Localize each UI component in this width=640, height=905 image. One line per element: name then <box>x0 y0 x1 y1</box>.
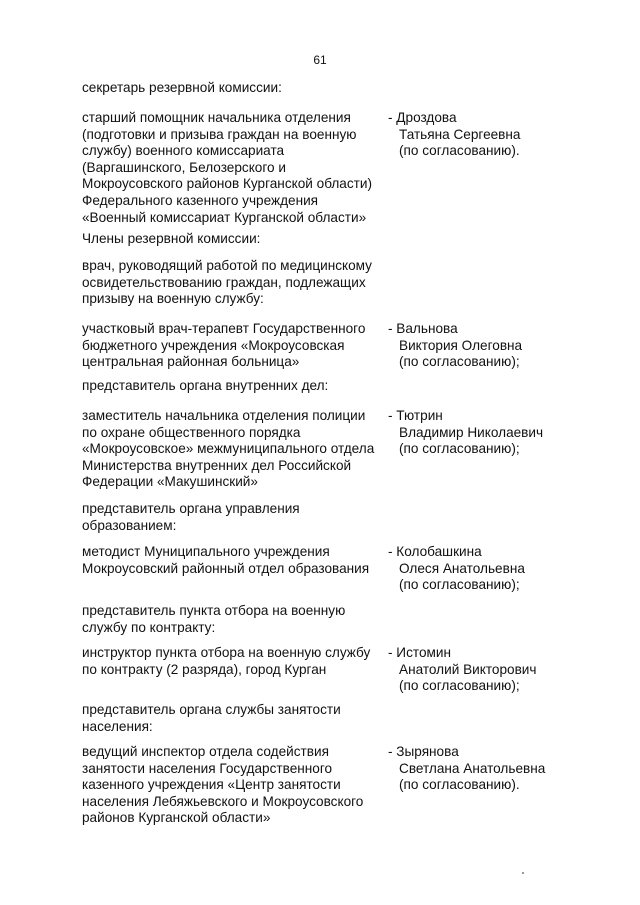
member-note: (по согласованию). <box>399 143 520 159</box>
member-person <box>388 645 558 695</box>
page-number: 61 <box>313 53 327 67</box>
member-surname: - Истомин <box>388 645 451 660</box>
member-note: (по согласованию); <box>399 441 520 457</box>
member-note: (по согласованию). <box>399 777 520 793</box>
member-surname: - Дроздова <box>388 110 457 125</box>
member-person <box>388 744 558 794</box>
section-heading-education: представитель органа управления образованием: <box>82 501 300 533</box>
member-given-names: Владимир Николаевич <box>399 424 544 440</box>
member-person <box>388 408 558 458</box>
section-heading-police: представитель органа внутренних дел: <box>82 378 329 393</box>
member-surname: - Вальнова <box>388 321 458 336</box>
member-position: методист Муниципального учреждения Мокроусовский районный отдел образования <box>82 544 370 576</box>
member-person <box>388 110 558 160</box>
section-heading-members: Члены резервной комиссии: <box>82 231 261 246</box>
member-given-names: Анатолий Викторович <box>399 661 537 677</box>
member-note: (по согласованию); <box>399 678 520 694</box>
member-position: заместитель начальника отделения полиции по охране общественного порядка «Мокроусовское» межмуниципального отдела Министерства внутренних дел Российской Федерации «Макушинский» <box>82 408 375 490</box>
member-surname: - Колобашкина <box>388 544 482 559</box>
scan-speck <box>522 872 524 874</box>
section-heading-contract-point: представитель пункта отбора на военную службу по контракту: <box>82 603 346 635</box>
section-heading-doctor: врач, руководящий работой по медицинскому освидетельствованию граждан, подлежащих призыву на военную службу: <box>82 258 372 307</box>
member-note: (по согласованию); <box>399 577 520 593</box>
member-position: старший помощник начальника отделения (подготовки и призыва граждан на военную службу) военного комиссариата (Варгашинского, Белозерского и Мокроусовского районов Курганской области) Федерального казенного учреждения «Военный комиссариат Курганской области» <box>82 110 373 225</box>
member-position: ведущий инспектор отдела содействия занятости населения Государственного казенного учреждения «Центр занятости населения Лебяжьевского и Мокроусовского районов Курганской области» <box>82 744 364 826</box>
member-surname: - Зырянова <box>388 744 459 759</box>
member-given-names: Татьяна Сергеевна <box>399 126 521 142</box>
member-position: участковый врач-терапевт Государственного бюджетного учреждения «Мокроусовская центральная районная больница» <box>82 321 366 370</box>
member-surname: - Тютрин <box>388 408 443 423</box>
member-note: (по согласованию); <box>399 354 520 370</box>
section-heading-secretary: секретарь резервной комиссии: <box>82 80 282 95</box>
member-person <box>388 544 558 594</box>
member-given-names: Олеся Анатольевна <box>399 560 525 576</box>
section-heading-employment: представитель органа службы занятости населения: <box>82 702 341 734</box>
member-given-names: Виктория Олеговна <box>399 337 523 353</box>
member-given-names: Светлана Анатольевна <box>399 760 546 776</box>
member-position: инструктор пункта отбора на военную службу по контракту (2 разряда), город Курган <box>82 645 371 677</box>
member-person <box>388 321 558 371</box>
